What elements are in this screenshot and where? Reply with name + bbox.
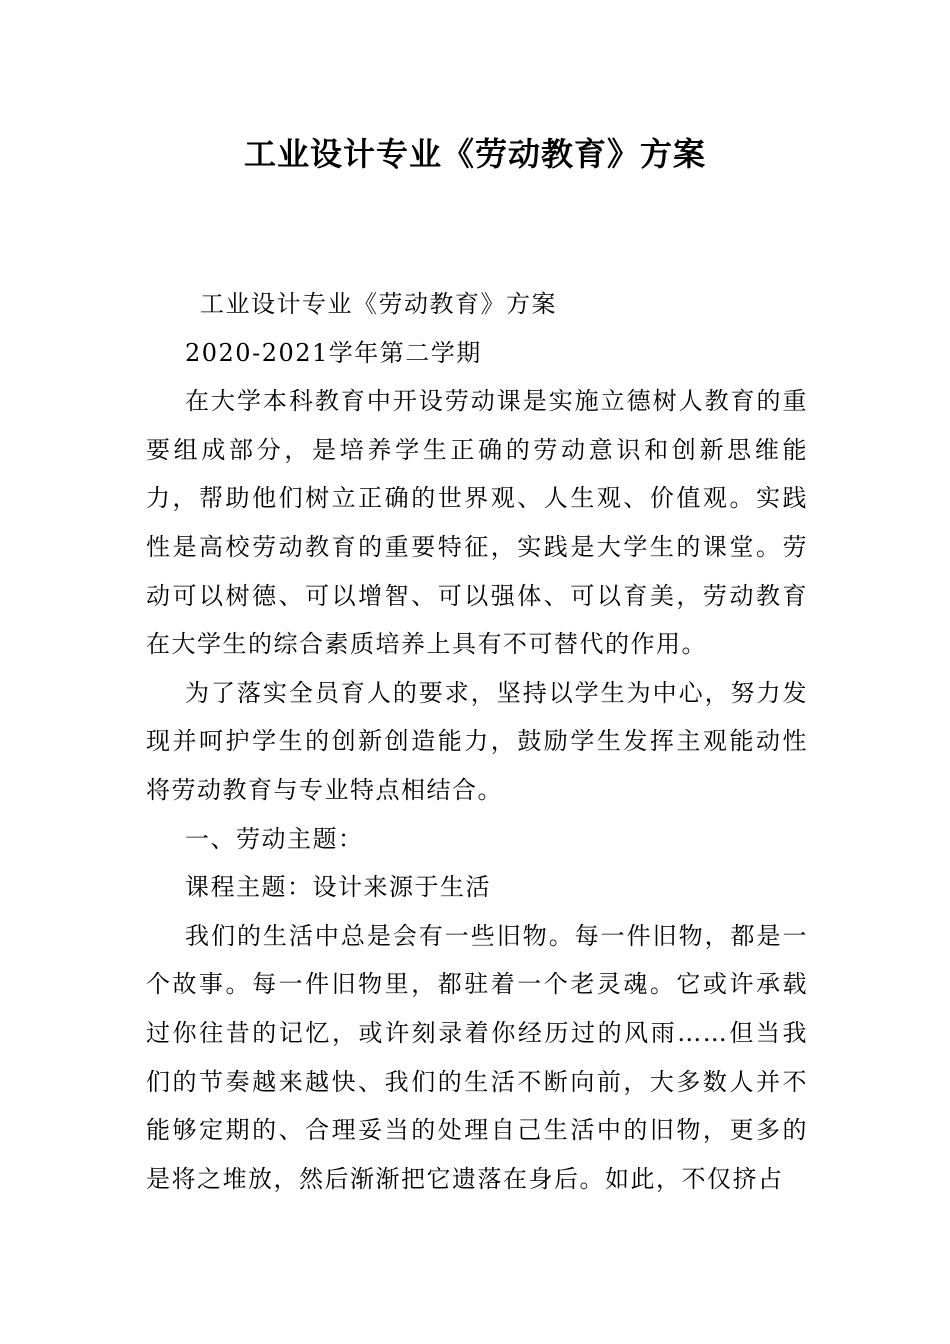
paragraph-course-theme: 课程主题：设计来源于生活 (185, 873, 491, 902)
paragraph-subtitle: 工业设计专业《劳动教育》方案 (200, 290, 557, 318)
paragraph-intro: 在大学本科教育中开设劳动课是实施立德树人教育的重要组成部分，是培养学生正确的劳动意识和创新思维能力，帮助他们树立正确的世界观、人生观、价值观。实践性是高校劳动教育的重要特征，实践是大学生的课堂。劳动可以树德、可以增智、可以强体、可以育美，劳动教育在大学生的综合素质培养上具有不可替代的作用。 (146, 387, 808, 659)
paragraph-semester: 2020-2021学年第二学期 (185, 338, 482, 367)
paragraph-purpose: 为了落实全员育人的要求，坚持以学生为中心，努力发现并呵护学生的创新创造能力，鼓励学生发挥主观能动性将劳动教育与专业特点相结合。 (146, 678, 808, 804)
document-title: 工业设计专业《劳动教育》方案 (243, 135, 706, 173)
paragraph-old-items: 我们的生活中总是会有一些旧物。每一件旧物，都是一个故事。每一件旧物里，都驻着一个老灵魂。它或许承载过你往昔的记忆，或许刻录着你经历过的风雨……但当我们的节奏越来越快、我们的生活不断向前，大多数人并不能够定期的、合理妥当的处理自己生活中的旧物，更多的是将之堆放，然后渐渐把它遗落在身后。如此，不仅挤占 (146, 921, 808, 1193)
document-body (146, 280, 808, 1203)
section-heading-theme: 一、劳动主题： (185, 824, 364, 853)
